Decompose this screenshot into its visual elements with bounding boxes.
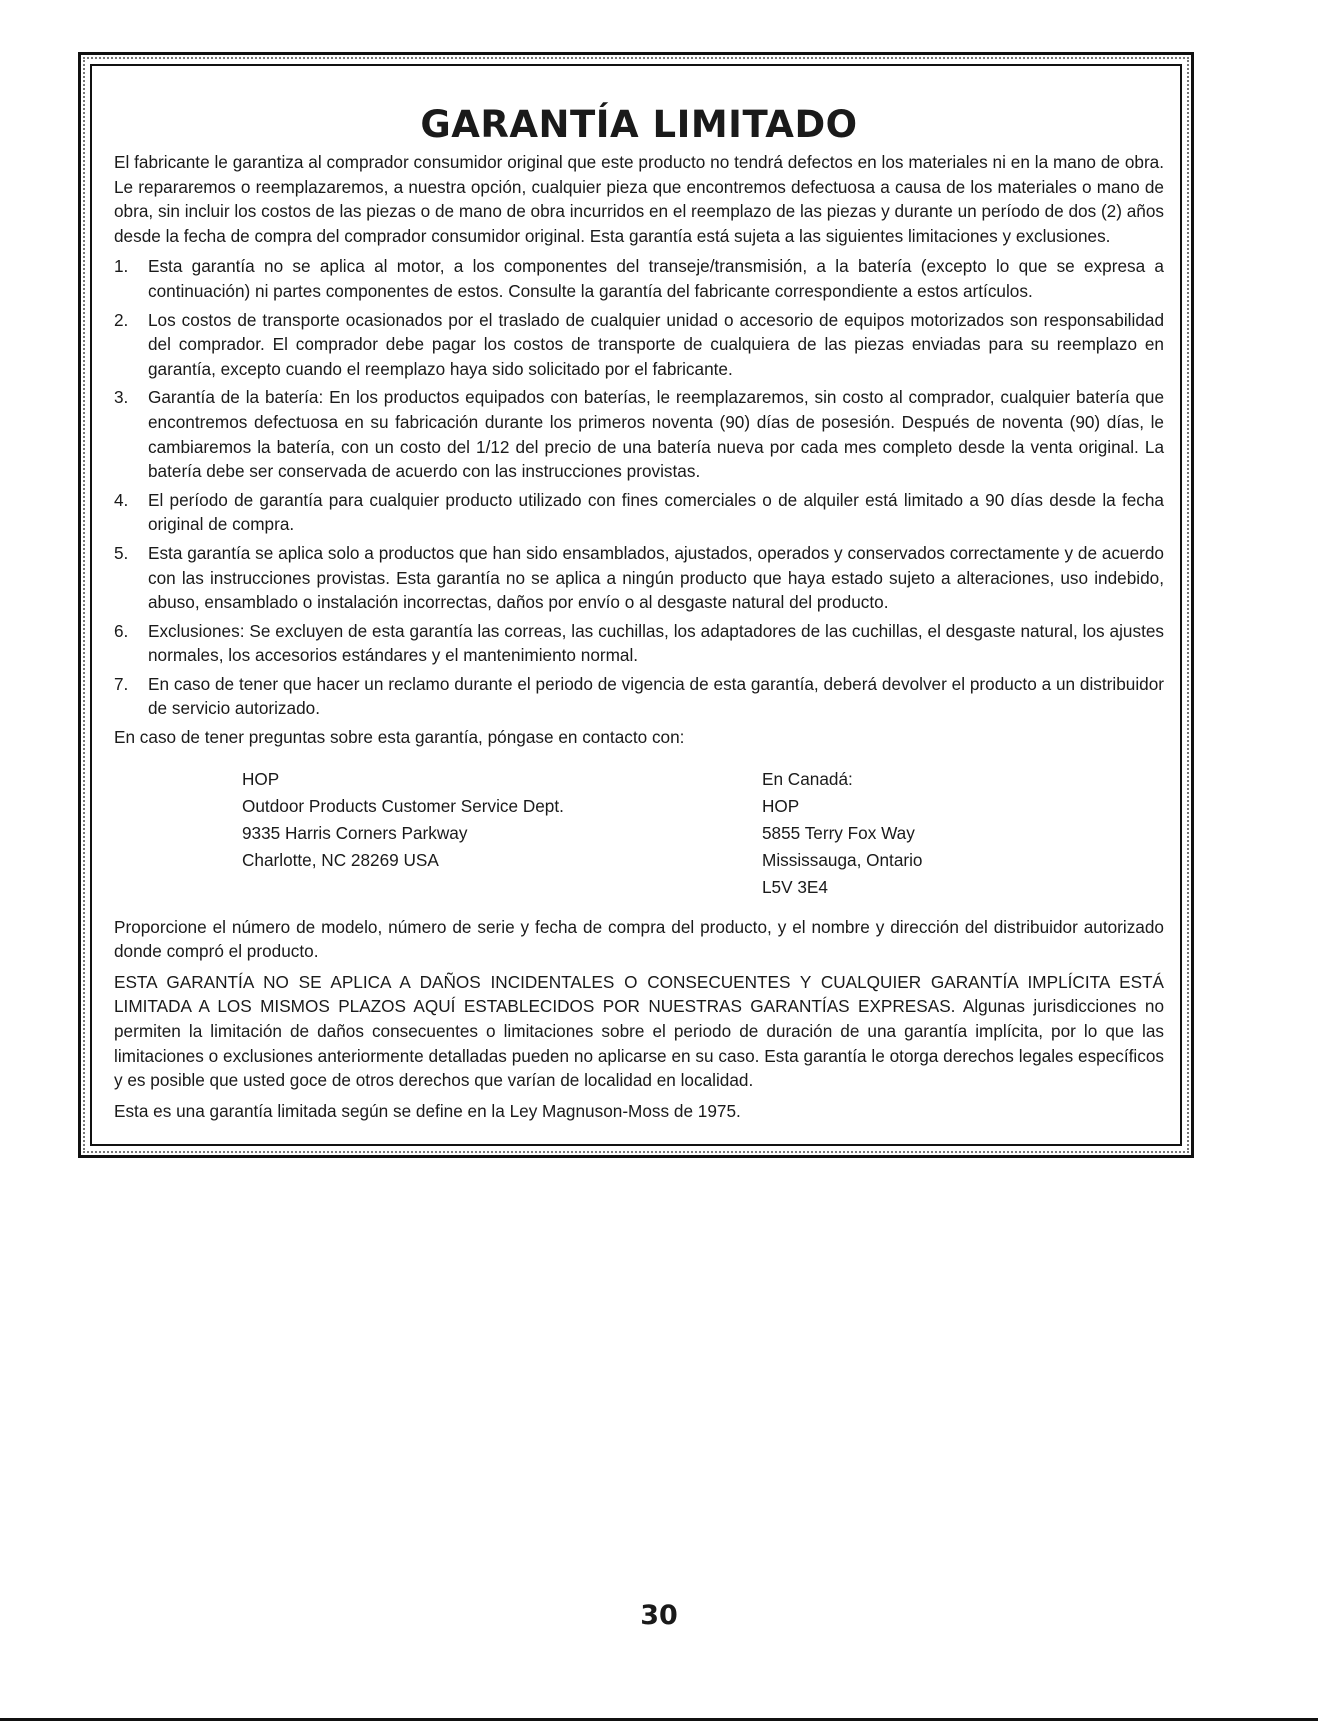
bottom-rule	[0, 1718, 1318, 1721]
list-item	[114, 385, 1164, 483]
item-number: 5.	[114, 542, 129, 563]
address-line: Mississauga, Ontario	[762, 849, 923, 870]
list-item	[114, 488, 1164, 537]
address-line: L5V 3E4	[762, 876, 828, 897]
contact-addresses	[114, 766, 1164, 901]
warranty-content	[90, 64, 1182, 1146]
address-line: Outdoor Products Customer Service Dept.	[242, 795, 564, 816]
disclaimer-paragraph: ESTA GARANTÍA NO SE APLICA A DAÑOS INCIDENTALES O CONSECUENTES Y CUALQUIER GARANTÍA IMPLÍCITA ESTÁ LIMITADA A LOS MISMOS PLAZOS AQUÍ ESTABLECIDOS POR NUESTRAS GARANTÍAS EXPRESAS. Algunas jurisdicciones no permiten la limitación de daños consecuentes o limitaciones sobre el periodo de duración de una garantía implícita, por lo que las limitaciones o exclusiones anteriormente detalladas pueden no aplicarse en su caso. Esta garantía le otorga derechos legales específicos y es posible que usted goce de otros derechos que varían de localidad en localidad.	[114, 971, 1164, 1091]
warranty-box	[78, 52, 1194, 1158]
address-line: HOP	[762, 795, 800, 816]
item-number: 2.	[114, 309, 129, 330]
closing-paragraph: Esta es una garantía limitada según se define en la Ley Magnuson-Moss de 1975.	[114, 1100, 741, 1121]
item-number: 1.	[114, 256, 129, 277]
usa-address	[242, 766, 762, 901]
address-line: 9335 Harris Corners Parkway	[242, 822, 468, 843]
item-number: 4.	[114, 489, 129, 510]
address-line: HOP	[242, 768, 280, 789]
list-item	[114, 254, 1164, 303]
list-item	[114, 541, 1164, 615]
item-text: Exclusiones: Se excluyen de esta garantía las correas, las cuchillas, los adaptadores de las cuchillas, el desgaste natural, los ajustes normales, los accesorios estándares y el mantenimiento normal.	[148, 620, 1164, 666]
item-text: Esta garantía se aplica solo a productos que han sido ensamblados, ajustados, operados y conservados correctamente y de acuerdo con las instrucciones provistas. Esta garantía no se aplica a ningún producto que haya estado sujeto a alteraciones, uso indebido, abuso, ensamblado o instalación incorrectas, daños por envío o al desgaste natural del producto.	[148, 542, 1164, 613]
item-number: 6.	[114, 620, 129, 641]
contact-intro: En caso de tener preguntas sobre esta garantía, póngase en contacto con:	[114, 727, 685, 748]
page-number: 30	[640, 1600, 678, 1631]
address-line: En Canadá:	[762, 768, 853, 789]
list-item	[114, 619, 1164, 668]
page-title: GARANTÍA LIMITADO	[420, 103, 858, 146]
limitations-list	[114, 254, 1164, 721]
list-item	[114, 308, 1164, 382]
address-line: 5855 Terry Fox Way	[762, 822, 915, 843]
item-number: 7.	[114, 673, 129, 694]
provide-info-paragraph: Proporcione el número de modelo, número de serie y fecha de compra del producto, y el nombre y dirección del distribuidor autorizado donde compró el producto.	[114, 916, 1164, 962]
item-text: En caso de tener que hacer un reclamo durante el periodo de vigencia de esta garantía, deberá devolver el producto a un distribuidor de servicio autorizado.	[148, 673, 1164, 719]
item-text: Garantía de la batería: En los productos equipados con baterías, le reemplazaremos, sin costo al comprador, cualquier batería que encontremos defectuosa en su fabricación durante los primeros noventa (90) días de posesión. Después de noventa (90) días, le cambiaremos la batería, con un costo del 1/12 del precio de una batería nueva por cada mes completo desde la venta original. La batería debe ser conservada de acuerdo con las instrucciones provistas.	[148, 387, 1164, 482]
item-text: Esta garantía no se aplica al motor, a los componentes del transeje/transmisión, a la batería (excepto lo que se expresa a continuación) ni partes componentes de estos. Consulte la garantía del fabricante correspondiente a estos artículos.	[148, 256, 1164, 301]
intro-paragraph: El fabricante le garantiza al comprador consumidor original que este producto no tendrá defectos en los materiales ni en la mano de obra. Le repararemos o reemplazaremos, a nuestra opción, cualquier pieza que encontremos defectuosa a causa de los materiales o mano de obra, sin incluir los costos de las piezas o de mano de obra incurridos en el reemplazo de las piezas y durante un período de dos (2) años desde la fecha de compra del comprador consumidor original. Esta garantía está sujeta a las siguientes limitaciones y exclusiones.	[114, 152, 1164, 246]
item-text: El período de garantía para cualquier producto utilizado con fines comerciales o de alquiler está limitado a 90 días desde la fecha original de compra.	[148, 489, 1164, 535]
item-number: 3.	[114, 387, 129, 408]
canada-address	[762, 766, 922, 901]
address-line: Charlotte, NC 28269 USA	[242, 849, 439, 870]
list-item	[114, 672, 1164, 721]
item-text: Los costos de transporte ocasionados por el traslado de cualquier unidad o accesorio de equipos motorizados son responsabilidad del comprador. El comprador debe pagar los costos de transporte de cualquiera de las piezas enviadas para su reemplazo en garantía, excepto cuando el reemplazo haya sido solicitado por el fabricante.	[148, 309, 1164, 379]
